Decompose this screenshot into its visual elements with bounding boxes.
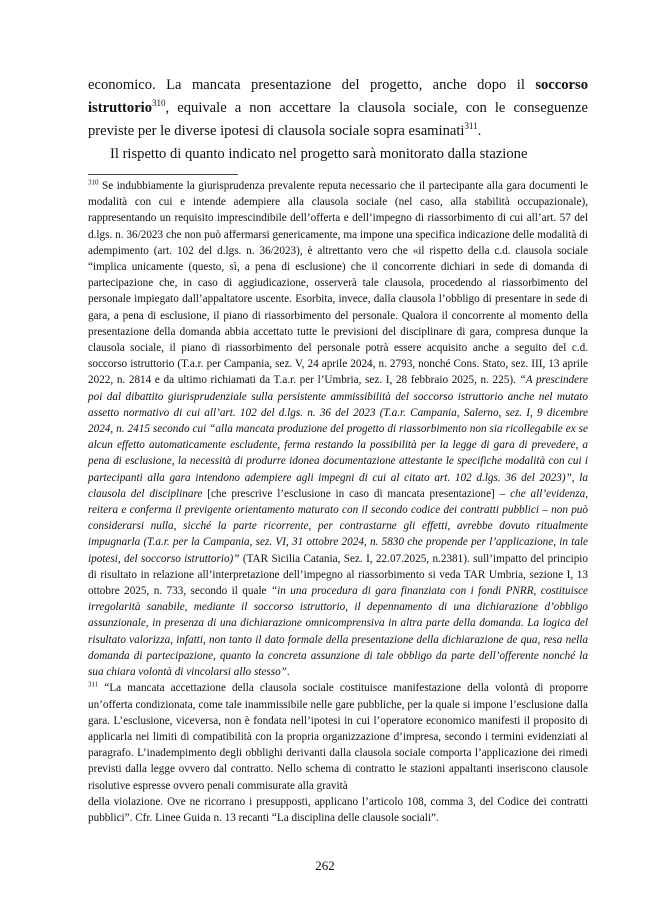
- bold-term: soccorso istruttorio: [88, 77, 588, 116]
- footnotes: [88, 178, 588, 826]
- footnote-310: $^{310}$ Se indubbiamente la giurisprudenza prevalente reputa necessario che il partecipante alla gara documenti le modalità con cui e intende adempiere alla clausola sociale (nel caso, alla stabilità occupazionale), rappresentando un requisito imprescindibile dell’offerta e dell’impegno di riassorbimento di cui all’art. 57 del d.lgs. n. 36/2023 che non può affermarsi genericamente, ma impone una specifica indicazione delle modalità di adempimento (art. 102 del d.lgs. n. 36/2023), è altrettanto vero che «il rispetto della c.d. clausola sociale “implica unicamente (questo, sì, a pena di esclusione) che il concorrente dichiari in sede di domanda di partecipazione che, in caso di aggiudicazione, osserverà tale clausola, procedendo al riassorbimento del personale impiegato dall’appaltatore uscente. Esorbita, invece, dalla clausola l’obbligo di presentare in sede di gara, a pena di esclusione, il piano di riassorbimento del personale. Qualora il concorrente al momento della presentazione della domanda abbia accettato tutte le previsioni del disciplinare di gara, compresa dunque la clausola sociale, il piano di riassorbimento del personale potrà essere acquisito anche a seguito del c.d. soccorso istruttorio (T.a.r. per Campania, sez. V, 24 aprile 2024, n. 2793, nonché Cons. Stato, sez. III, 13 aprile 2022, n. 2814 e da ultimo richiamati da T.a.r. per l’Umbria, sez. I, 28 febbraio 2025, n. 225). “A prescindere poi dal dibattito giurisprudenziale sulla persistente ammissibilità del soccorso istruttorio anche nel mutato assetto normativo di cui all’art. 102 del d.lgs. n. 36 del 2023 (T.a.r. Campania, Salerno, sez. I, 9 dicembre 2024, n. 2415 secondo cui “alla mancata produzione del progetto di riassorbimento non sia ricollegabile ex se alcun effetto automaticamente escludente, ferma restando la possibilità per la legge di gara di prevedere, a pena di esclusione, la necessità di produrre idonea documentazione attestante le specifiche modalità con cui i partecipanti alla gara intendono adempiere agli impegni di cui al citato art. 102 d.lgs. 36 del 2023)”, la clausola del disciplinare [che prescrive l’esclusione in caso di mancata presentazione] – che all’evidenza, reitera e conferma il previgente orientamento maturato con il secondo codice dei contratti pubblici – non può considerarsi nulla, sicché la parte ricorrente, per contrastarne gli effetti, avrebbe dovuto ritualmente impugnarla (T.a.r. per la Campania, sez. VI, 31 ottobre 2024, n. 5830 che propende per l’applicazione, in tale ipotesi, del soccorso istruttorio)” (TAR Sicilia Catania, Sez. I, 22.07.2025, n.2381). sull’impatto del principio di risultato in relazione all’interpretazione dell’impegno al riassorbimento si veda TAR Umbria, sezione I, 13 ottobre 2025, n. 733, secondo il quale “in una procedura di gara finanziata con i fondi PNRR, costituisce irregolarità sanabile, mediante il soccorso istruttorio, il depennamento di una dichiarazione d’obbligo assunzionale, in presenza di una dichiarazione omnicomprensiva in altra parte della domanda. La logica del risultato valorizza, infatti, non tanto il dato formale della presentazione della dichiarazione de qua, resa nella domanda di partecipazione, quanto la concreta assunzione di tale obbligo da parte dell’offerente nonché la sua chiara volontà di vincolarsi allo stesso”.: [88, 178, 589, 679]
- footnote-311: $^{311}$ “La mancata accettazione della clausola sociale costituisce manifestazione della volontà di proporre un’offerta condizionata, come tale inammissibile nelle gare pubbliche, per la quale si impone l’esclusione dalla gara. L’esclusione, viceversa, non è fondata nell’ipotesi in cui l’operatore economico manifesti il proposito di applicarla nei limiti di compatibilità con la propria organizzazione d’impresa, secondo i termini evidenziati al paragrafo. L’inadempimento degli obblighi derivanti dalla clausola sociale comporta l’applicazione dei rimedi previsti dalla legge ovvero dal contratto. Nello schema di contratto le stazioni appaltanti inseriscono clausole risolutive espresse ovvero penali commisurate alla gravità: [88, 680, 588, 792]
- page-number: 262: [315, 858, 335, 873]
- main-text: [88, 74, 588, 166]
- paragraph-monitoring: Il rispetto di quanto indicato nel progetto sarà monitorato dalla stazione: [110, 146, 528, 162]
- footnote-separator: [88, 174, 238, 175]
- quoted-italic: “in una procedura di gara finanziata con i fondi PNRR, costituisce irregolarità sanabile, mediante il soccorso istruttorio, il depennamento di una dichiarazione d’obbligo assunzionale, in presenza di una dichiarazione omnicomprensiva in altra parte della domanda. La logica del risultato valorizza, infatti, non tanto il dato formale della presentazione della dichiarazione de qua, resa nella domanda di partecipazione, quanto la concreta assunzione di tale obbligo da parte dell’offerente nonché la sua chiara volontà di vincolarsi allo stesso”: [88, 585, 588, 679]
- footnote-mark: 310: [88, 178, 99, 187]
- paragraph-continuation: economico. La mancata presentazione del progetto, anche dopo il soccorso istruttorio$^{310}$, equivale a non accettare la clausola sociale, con le conseguenze previste per le diverse ipotesi di clausola sociale sopra esaminati$^{311}$.: [88, 77, 588, 139]
- footnote-mark: 311: [88, 680, 99, 689]
- quoted-italic: “A prescindere poi dal dibattito giurisprudenziale sulla persistente ammissibilità del soccorso istruttorio anche nel mutato assetto normativo di cui all’art. 102 del d.lgs. n. 36 del 2023 (T.a.r. Campania, Salerno, sez. I, 9 dicembre 2024, n. 2415 secondo cui “alla mancata produzione del progetto di riassorbimento non sia ricollegabile ex se alcun effetto automaticamente escludente, ferma restando la possibilità per la legge di gara di prevedere, a pena di esclusione, la necessità di produrre idonea documentazione attestante le specifiche modalità con cui i partecipanti alla gara intendono adempiere agli impegni di cui al citato art. 102 d.lgs. 36 del 2023)”, la clausola del disciplinare: [88, 374, 588, 500]
- footnote-ref-310[interactable]: 310: [152, 98, 166, 109]
- footnote-311-continued: della violazione. Ove ne ricorrano i presupposti, applicano l’articolo 108, comma 3, del Codice dei contratti pubblici”. Cfr. Linee Guida n. 13 recanti “La disciplina delle clausole sociali”.: [88, 795, 588, 824]
- quoted-italic: – che all’evidenza, reitera e conferma il previgente orientamento maturato con il secondo codice dei contratti pubblici – non può considerarsi nulla, sicché la parte ricorrente, per contrastarne gli effetti, avrebbe dovuto ritualmente impugnarla (T.a.r. per la Campania, sez. VI, 31 ottobre 2024, n. 5830 che propende per l’applicazione, in tale ipotesi, del soccorso istruttorio)”: [88, 487, 589, 565]
- footnote-ref-311[interactable]: 311: [464, 121, 478, 132]
